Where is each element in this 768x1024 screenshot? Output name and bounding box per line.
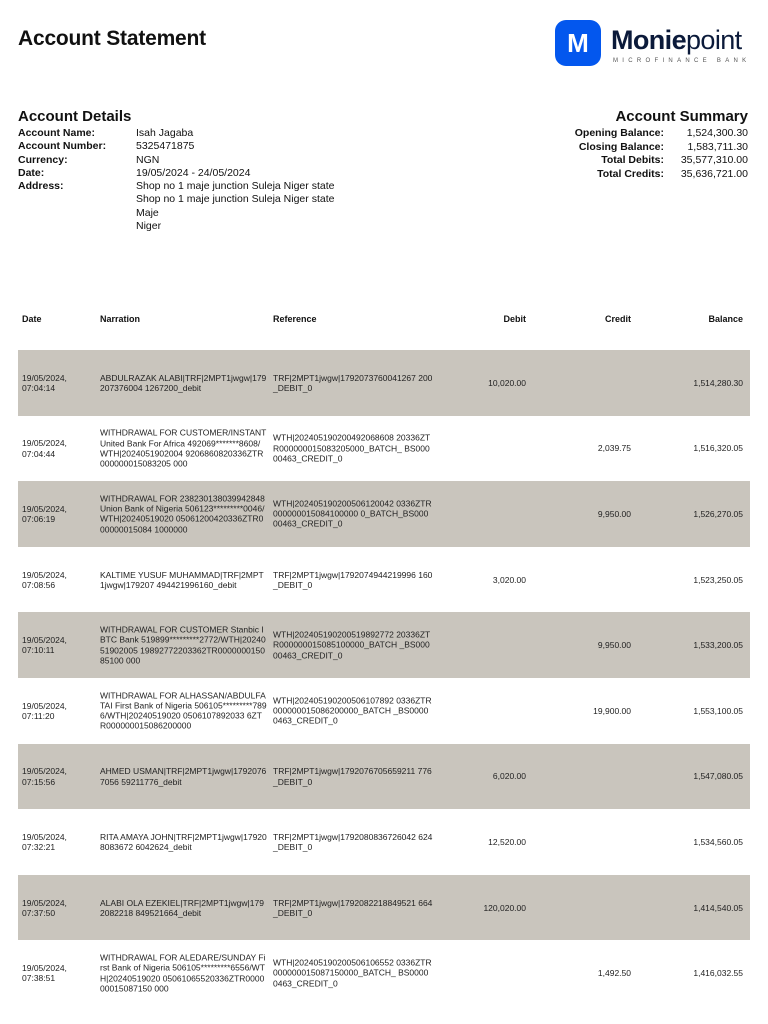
cell-balance: 1,526,270.05 [693, 508, 743, 519]
cell-balance: 1,514,280.30 [693, 377, 743, 388]
summary-label: Opening Balance: [574, 127, 664, 139]
total-credits-value: 35,636,721.00 [680, 167, 748, 180]
cell-balance: 1,547,080.05 [693, 771, 743, 782]
cell-debit: 10,020.00 [488, 377, 526, 388]
summary-label: Total Debits: [601, 154, 664, 166]
cell-reference: TRF|2MPT1jwgw|1792073760041267 200_DEBIT_0 [273, 372, 433, 393]
cell-debit: 3,020.00 [492, 574, 526, 585]
cell-narration: WITHDRAWAL FOR ALHASSAN/ABDULFATAI First Bank of Nigeria 506105*********7896/WTH|20240519020 0506107892033 6ZTR000000015086200000 [100, 690, 267, 731]
cell-date: 19/05/2024, 07:10:11 [22, 634, 67, 656]
table-row [18, 809, 750, 875]
cell-credit: 2,039.75 [597, 443, 631, 454]
column-header-balance: Balance [708, 314, 743, 324]
detail-row-number [18, 140, 378, 153]
address-line: Shop no 1 maje junction Suleja Niger state [136, 193, 335, 206]
cell-balance: 1,416,032.55 [693, 968, 743, 979]
cell-credit: 1,492.50 [597, 968, 631, 979]
cell-balance: 1,516,320.05 [693, 443, 743, 454]
cell-narration: WITHDRAWAL FOR 238230138039942848 Union Bank of Nigeria 506123*********0046/WTH|20240519020 05061200420336ZTR000000015084 1000000 [100, 493, 265, 535]
table-row [18, 744, 750, 810]
detail-row-name [18, 127, 378, 140]
address-line: Shop no 1 maje junction Suleja Niger state [136, 180, 335, 193]
cell-date: 19/05/2024, 07:04:14 [22, 372, 67, 393]
cell-date: 19/05/2024, 07:04:44 [22, 438, 67, 459]
cell-narration: WITHDRAWAL FOR ALEDARE/SUNDAY First Bank of Nigeria 506105*********6556/WTH|20240519020 05061065520336ZTR000000015087150 000 [100, 952, 266, 994]
cell-balance: 1,534,560.05 [693, 836, 743, 847]
cell-debit: 12,520.00 [488, 836, 526, 847]
detail-row-address [18, 180, 378, 233]
column-header-date: Date [22, 314, 42, 324]
address-value [136, 180, 378, 233]
cell-date: 19/05/2024, 07:15:56 [22, 766, 67, 787]
date-range-value: 19/05/2024 - 24/05/2024 [136, 166, 251, 179]
cell-narration: ALABI OLA EZEKIEL|TRF|2MPT1jwgw|1792082218 849521664_debit [100, 897, 264, 918]
address-line: Niger [136, 220, 162, 233]
account-details-heading: Account Details [18, 108, 132, 125]
table-row [18, 678, 750, 744]
cell-debit: 120,020.00 [483, 902, 526, 913]
total-debits-value: 35,577,310.00 [680, 154, 748, 166]
account-name-value: Isah Jagaba [136, 127, 194, 139]
logo-subtitle: MICROFINANCE BANK [613, 58, 751, 64]
opening-balance-value: 1,524,300.30 [686, 127, 748, 139]
closing-balance-value: 1,583,711.30 [687, 140, 748, 153]
cell-narration: ABDULRAZAK ALABI|TRF|2MPT1jwgw|179207376004 1267200_debit [100, 372, 267, 393]
cell-narration: AHMED USMAN|TRF|2MPT1jwgw|17920767056 59211776_debit [100, 766, 267, 787]
cell-reference: WTH|202405190200519892772 20336ZTR000000015085100000_BATCH _BS00000463_CREDIT_0 [273, 629, 431, 661]
table-row [18, 350, 750, 416]
cell-narration: KALTIME YUSUF MUHAMMAD|TRF|2MPT1jwgw|179207 494421996160_debit [100, 569, 264, 590]
cell-reference: TRF|2MPT1jwgw|1792082218849521 664_DEBIT_0 [273, 897, 433, 918]
cell-balance: 1,553,100.05 [693, 705, 743, 716]
summary-row-credits [488, 168, 748, 182]
column-header-debit: Debit [503, 314, 526, 324]
summary-row-debits [488, 154, 748, 168]
account-number-value: 5325471875 [136, 140, 195, 153]
cell-date: 19/05/2024, 07:38:51 [22, 962, 67, 984]
summary-row-closing [488, 141, 748, 155]
cell-reference: TRF|2MPT1jwgw|1792076705659211 776_DEBIT_0 [273, 766, 432, 787]
cell-date: 19/05/2024, 07:37:50 [22, 897, 67, 918]
cell-narration: WITHDRAWAL FOR CUSTOMER Stanbic IBTC Bank 519899*********2772/WTH|2024051902005 19892772203362TR000000015085100 000 [100, 624, 266, 666]
table-row [18, 940, 750, 1006]
cell-reference: TRF|2MPT1jwgw|1792074944219996 160_DEBIT_0 [273, 569, 433, 590]
table-row [18, 612, 750, 678]
page-title: Account Statement [18, 27, 206, 50]
detail-row-date [18, 167, 378, 180]
cell-reference: WTH|202405190200506107892 0336ZTR000000015086200000_BATCH _BS00000463_CREDIT_0 [273, 695, 432, 726]
cell-debit: 6,020.00 [492, 771, 526, 782]
address-line: Maje [136, 206, 159, 219]
cell-balance: 1,533,200.05 [693, 640, 743, 651]
table-row [18, 481, 750, 547]
cell-balance: 1,414,540.05 [693, 902, 743, 913]
account-details [18, 108, 378, 233]
logo-word-thin: point [686, 25, 742, 55]
cell-credit: 9,950.00 [597, 508, 631, 519]
table-row [18, 547, 750, 613]
table-header [18, 312, 750, 328]
cell-date: 19/05/2024, 07:32:21 [22, 831, 67, 852]
summary-label: Closing Balance: [578, 140, 664, 153]
currency-value: NGN [136, 153, 160, 166]
cell-reference: TRF|2MPT1jwgw|1792080836726042 624_DEBIT_0 [273, 831, 433, 852]
column-header-credit: Credit [604, 314, 631, 324]
cell-credit: 9,950.00 [597, 640, 631, 651]
summary-label: Total Credits: [597, 167, 664, 180]
column-header-narration: Narration [100, 314, 141, 324]
table-row [18, 416, 750, 482]
logo-wordmark [611, 26, 742, 54]
logo-badge-icon: M [555, 20, 601, 66]
cell-reference: WTH|202405190200492068608 20336ZTR000000015083205000_BATCH_ BS00000463_CREDIT_0 [273, 433, 431, 464]
detail-label: Address: [18, 180, 64, 193]
cell-narration: RITA AMAYA JOHN|TRF|2MPT1jwgw|179208083672 6042624_debit [100, 831, 267, 852]
detail-label: Account Name: [18, 127, 96, 139]
cell-reference: WTH|202405190200506106552 0336ZTR000000015087150000_BATCH_ BS00000463_CREDIT_0 [273, 957, 432, 989]
column-header-reference: Reference [273, 314, 317, 324]
table-row [18, 875, 750, 941]
moniepoint-logo [555, 20, 755, 68]
cell-date: 19/05/2024, 07:06:19 [22, 503, 67, 524]
transactions-table [18, 350, 750, 1006]
cell-date: 19/05/2024, 07:08:56 [22, 569, 67, 590]
detail-label: Currency: [18, 153, 68, 166]
account-summary-heading: Account Summary [615, 108, 748, 125]
detail-label: Account Number: [18, 140, 107, 153]
cell-credit: 19,900.00 [593, 705, 631, 716]
detail-row-currency [18, 154, 378, 167]
cell-narration: WITHDRAWAL FOR CUSTOMER/INSTANT United Bank For Africa 492069*******8608/WTH|2024051902004 9206860820336ZTR000000015083205 000 [100, 427, 267, 469]
cell-reference: WTH|202405190200506120042 0336ZTR000000015084100000 0_BATCH_BS00000463_CREDIT_0 [273, 498, 432, 530]
detail-label: Date: [18, 166, 45, 179]
cell-balance: 1,523,250.05 [693, 574, 743, 585]
logo-word-bold: Monie [611, 25, 686, 55]
summary-row-opening [488, 127, 748, 141]
cell-date: 19/05/2024, 07:11:20 [22, 700, 67, 721]
account-summary [488, 108, 748, 181]
